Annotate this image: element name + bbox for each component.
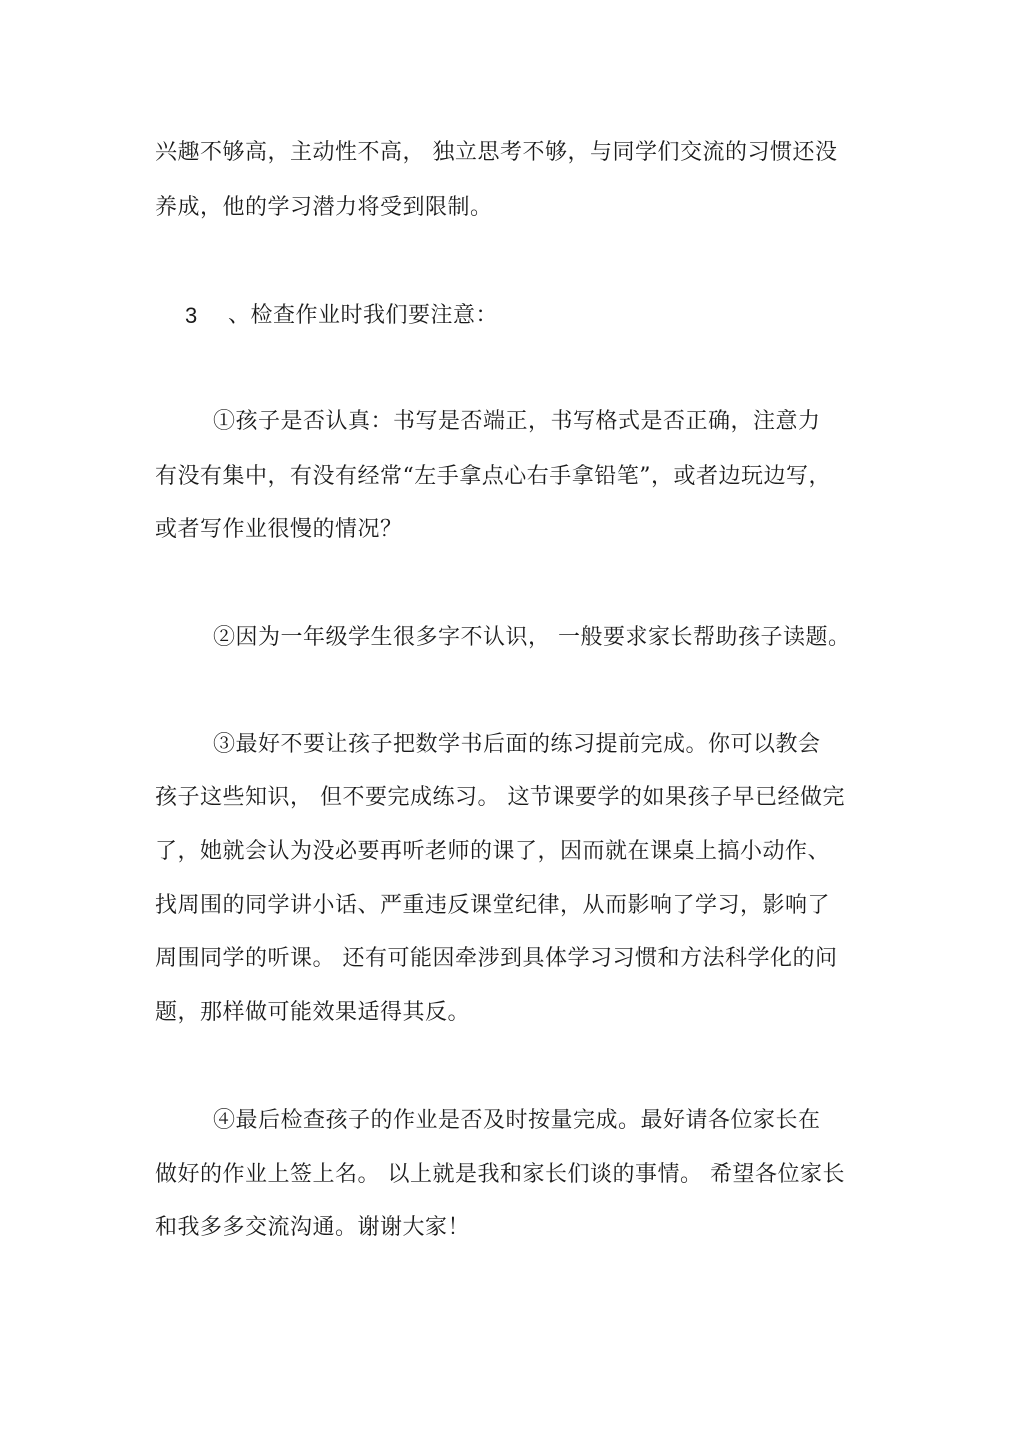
paragraph-line: 找周围的同学讲小话、严重违反课堂纪律，从而影响了学习，影响了 <box>155 893 831 918</box>
paragraph-line: 周围同学的听课。 还有可能因牵涉到具体学习习惯和方法科学化的问 <box>155 946 838 971</box>
paragraph-line: 养成，他的学习潜力将受到限制。 <box>155 195 493 220</box>
paragraph-line: 孩子这些知识， 但不要完成练习。 这节课要学的如果孩子早已经做完 <box>155 785 845 810</box>
paragraph-line: 或者写作业很慢的情况？ <box>155 517 403 542</box>
paragraph-line: 有没有集中，有没有经常“左手拿点心右手拿铅笔”，或者边玩边写， <box>155 464 831 489</box>
section-title: 、检查作业时我们要注意： <box>228 303 499 328</box>
paragraph-line: ①孩子是否认真：书写是否端正，书写格式是否正确，注意力 <box>213 409 821 434</box>
paragraph-line: ④最后检查孩子的作业是否及时按量完成。最好请各位家长在 <box>213 1108 821 1133</box>
paragraph-line: ③最好不要让孩子把数学书后面的练习提前完成。你可以教会 <box>213 732 821 757</box>
paragraph-line: 和我多多交流沟通。谢谢大家！ <box>155 1215 471 1240</box>
paragraph-line: 兴趣不够高，主动性不高， 独立思考不够，与同学们交流的习惯还没 <box>155 140 838 165</box>
section-number: 3 <box>185 303 198 328</box>
paragraph-line: 题，那样做可能效果适得其反。 <box>155 1000 471 1025</box>
paragraph-line: 做好的作业上签上名。 以上就是我和家长们谈的事情。 希望各位家长 <box>155 1162 845 1187</box>
paragraph-line: ②因为一年级学生很多字不认识， 一般要求家长帮助孩子读题。 <box>213 625 851 650</box>
paragraph-line: 了，她就会认为没必要再听老师的课了，因而就在课桌上搞小动作、 <box>155 839 831 864</box>
